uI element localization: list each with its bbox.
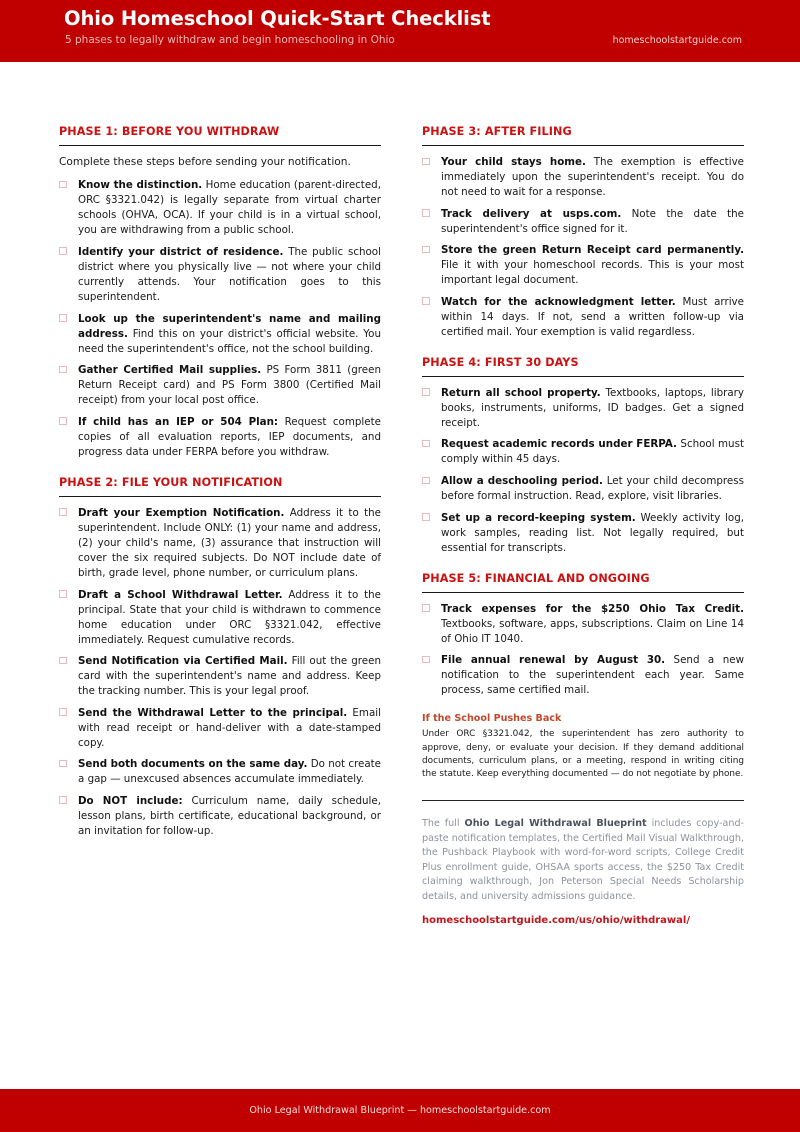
item-lead: Watch for the acknowledgment letter. [441, 295, 676, 308]
item-lead: Your child stays home. [441, 156, 586, 168]
item-detail: Send a new notification to the superintendent each year. Same process, same certified mail. [441, 654, 744, 697]
checkbox-icon[interactable] [422, 388, 430, 396]
item-detail: Weekly activity log, work samples, reading list. Not legally required, but essential for transcripts. [441, 511, 745, 554]
checklist-item[interactable] [422, 653, 744, 698]
item-lead: If child has an IEP or 504 Plan: [78, 415, 279, 428]
phase-5-heading: PHASE 5: FINANCIAL AND ONGOING [422, 571, 650, 585]
checklist-item[interactable] [422, 474, 744, 504]
phase-3-block [422, 125, 744, 340]
item-lead: File annual renewal by August 30. [441, 654, 666, 667]
item-detail: File it with your homeschool records. This is your most important legal document. [441, 259, 744, 287]
item-detail: Note the date the superintendent's office signed for it. [441, 207, 744, 235]
item-lead: Do NOT include: [78, 794, 183, 807]
phase-2-heading: PHASE 2: FILE YOUR NOTIFICATION [59, 475, 283, 489]
item-detail: Find this on your district's official website. You need the superintendent's office, not the school building. [78, 327, 381, 355]
phase-1-intro: Complete these steps before sending your notification. [59, 156, 351, 168]
item-lead: Draft your Exemption Notification. [78, 506, 285, 519]
checkbox-icon[interactable] [422, 297, 430, 305]
phase-2-checklist [59, 506, 381, 839]
checklist-item[interactable] [422, 207, 744, 237]
checklist-item[interactable] [59, 245, 381, 305]
checklist-item[interactable] [422, 437, 744, 467]
header-site-url: homeschoolstartguide.com [612, 35, 742, 46]
item-lead: Look up the superintendent's name and mailing address. [78, 312, 381, 340]
phase-5-block [422, 572, 744, 699]
item-lead: Know the distinction. [78, 179, 203, 192]
checkbox-icon[interactable] [59, 708, 67, 716]
closing-text-before: The full [422, 818, 465, 830]
item-lead: Allow a deschooling period. [441, 475, 603, 487]
checklist-item[interactable] [59, 794, 381, 839]
checkbox-icon[interactable] [59, 796, 67, 804]
item-lead: Identify your district of residence. [78, 245, 284, 258]
item-detail: Address it to the principal. State that your child is withdrawn to commence home education under ORC §3321.042, effective immediately. Request cumulative records. [78, 588, 381, 646]
pushback-note [422, 713, 744, 781]
left-column [59, 125, 381, 855]
item-detail: Home education (parent-directed, ORC §3321.042) is legally separate from virtual charter schools (OHVA, OCA). If your child is in a virtual school, you are withdrawing from a public school. [78, 179, 381, 237]
phase-2-divider [59, 496, 381, 497]
closing-divider [422, 800, 744, 801]
phase-4-divider [422, 376, 744, 377]
item-lead: Gather Certified Mail supplies. [78, 364, 262, 377]
checkbox-icon[interactable] [59, 366, 67, 374]
phase-5-checklist [422, 602, 744, 699]
pushback-note-body: Under ORC §3321.042, the superintendent has zero authority to approve, deny, or evaluate your decision. If they demand additional documents, curriculum plans, or a meeting, respond in writing citing the statute. Keep everything documented — do not negotiate by phone. [422, 729, 744, 779]
item-lead: Store the green Return Receipt card permanently. [441, 244, 744, 257]
item-lead: Set up a record-keeping system. [441, 511, 636, 524]
phase-1-heading: PHASE 1: BEFORE YOU WITHDRAW [59, 125, 280, 138]
closing-text-after: includes copy-and-paste notification templates, the Certified Mail Visual Walkthrough, the Pushback Playbook with word-for-word scripts, College Credit Plus enrollment guide, OHSAA sports access, the $250 Tax Credit claiming walkthrough, Jon Peterson Special Needs Scholarship details, and university admissions guidance. [422, 818, 745, 902]
item-lead: Return all school property. [441, 386, 601, 399]
phase-4-block [422, 356, 744, 556]
checklist-item[interactable] [422, 155, 744, 200]
checklist-item[interactable] [422, 511, 744, 556]
checklist-item[interactable] [59, 178, 381, 238]
phase-4-heading: PHASE 4: FIRST 30 DAYS [422, 355, 579, 369]
item-detail: School must comply within 45 days. [441, 438, 744, 466]
item-detail: The public school district where you physically live — not where your child currently attends. Your notification goes to this superintendent. [78, 245, 381, 304]
checklist-item[interactable] [59, 506, 381, 581]
page-title: Ohio Homeschool Quick-Start Checklist [64, 7, 491, 30]
item-lead: Send the Withdrawal Letter to the principal. [78, 706, 348, 719]
checklist-item[interactable] [59, 757, 381, 787]
phase-3-heading: PHASE 3: AFTER FILING [422, 125, 572, 138]
checkbox-icon[interactable] [59, 314, 67, 322]
closing-url-link[interactable]: homeschoolstartguide.com/us/ohio/withdrawal/ [422, 914, 690, 926]
checklist-item[interactable] [59, 363, 381, 408]
item-detail: Do not create a gap — unexcused absences accumulate immediately. [78, 758, 382, 786]
checkbox-icon[interactable] [59, 181, 67, 189]
phase-3-checklist [422, 155, 744, 340]
page-subtitle: 5 phases to legally withdraw and begin homeschooling in Ohio [65, 34, 395, 46]
item-lead: Send Notification via Certified Mail. [78, 655, 288, 668]
item-lead: Request academic records under FERPA. [441, 438, 677, 451]
checklist-item[interactable] [422, 243, 744, 288]
phase-1-block [59, 125, 381, 460]
item-detail: Address it to the superintendent. Include ONLY: (1) your name and address, (2) your child's name, (3) assurance that instruction will cover the six required subjects. Do NOT include date of birth, grade level, phone number, or curriculum plans. [78, 506, 382, 580]
item-detail: Curriculum name, daily schedule, lesson plans, birth certificate, educational background, or an invitation for follow-up. [78, 794, 382, 837]
checkbox-icon[interactable] [59, 590, 67, 598]
checkbox-icon[interactable] [422, 477, 430, 485]
checkbox-icon[interactable] [422, 158, 430, 166]
checklist-item[interactable] [422, 386, 744, 431]
item-lead: Track delivery at usps.com. [441, 207, 622, 220]
page-footer [0, 1089, 800, 1132]
phase-5-divider [422, 592, 744, 593]
closing-product-name: Ohio Legal Withdrawal Blueprint [464, 818, 647, 830]
item-detail: Must arrive within 14 days. If not, send a written follow-up via certified mail. Your exemption is valid regardless. [441, 295, 744, 338]
item-detail: Textbooks, laptops, library books, instruments, uniforms, ID badges. Get a signed receipt. [441, 386, 744, 429]
checklist-item[interactable] [422, 602, 744, 647]
checkbox-icon[interactable] [422, 656, 430, 664]
item-lead: Track expenses for the $250 Ohio Tax Credit. [441, 602, 744, 615]
checkbox-icon[interactable] [422, 513, 430, 521]
right-column [422, 125, 744, 926]
pushback-note-heading: If the School Pushes Back [422, 713, 562, 725]
item-lead: Send both documents on the same day. [78, 758, 308, 771]
item-detail: Textbooks, software, apps, subscriptions. Claim on Line 14 of Ohio IT 1040. [441, 617, 744, 645]
checklist-item[interactable] [59, 588, 381, 648]
item-detail: The exemption is effective immediately upon the superintendent's receipt. You do not need to wait for a response. [441, 156, 744, 199]
checkbox-icon[interactable] [59, 760, 67, 768]
item-detail: PS Form 3811 (green Return Receipt card) and PS Form 3800 (Certified Mail receipt) from your local post office. [78, 364, 381, 407]
checkbox-icon[interactable] [422, 604, 430, 612]
checklist-item[interactable] [59, 415, 381, 460]
checkbox-icon[interactable] [59, 247, 67, 255]
phase-1-divider [59, 145, 381, 146]
item-detail: Email with read receipt or hand-deliver with a date-stamped copy. [78, 706, 381, 749]
item-detail: Fill out the green card with the superintendent's name and address. Keep the tracking number. This is your legal proof. [78, 655, 382, 698]
phase-2-block [59, 476, 381, 839]
checklist-item[interactable] [422, 295, 744, 340]
checkbox-icon[interactable] [59, 508, 67, 516]
phase-4-checklist [422, 386, 744, 556]
checkbox-icon[interactable] [59, 657, 67, 665]
item-detail: Let your child decompress before formal instruction. Read, explore, visit libraries. [441, 475, 744, 503]
checkbox-icon[interactable] [422, 246, 430, 254]
checklist-item[interactable] [59, 654, 381, 699]
checklist-item[interactable] [59, 706, 381, 751]
checkbox-icon[interactable] [422, 209, 430, 217]
checklist-item[interactable] [59, 312, 381, 357]
item-lead: Draft a School Withdrawal Letter. [78, 588, 283, 601]
phase-3-divider [422, 145, 744, 146]
item-detail: Request complete copies of all evaluation reports, IEP documents, and progress data under FERPA before you withdraw. [78, 415, 381, 458]
footer-text: Ohio Legal Withdrawal Blueprint — homeschoolstartguide.com [249, 1105, 551, 1116]
page-header [0, 0, 800, 62]
phase-1-checklist [59, 178, 381, 460]
checkbox-icon[interactable] [422, 440, 430, 448]
closing-block [422, 817, 744, 904]
checkbox-icon[interactable] [59, 417, 67, 425]
